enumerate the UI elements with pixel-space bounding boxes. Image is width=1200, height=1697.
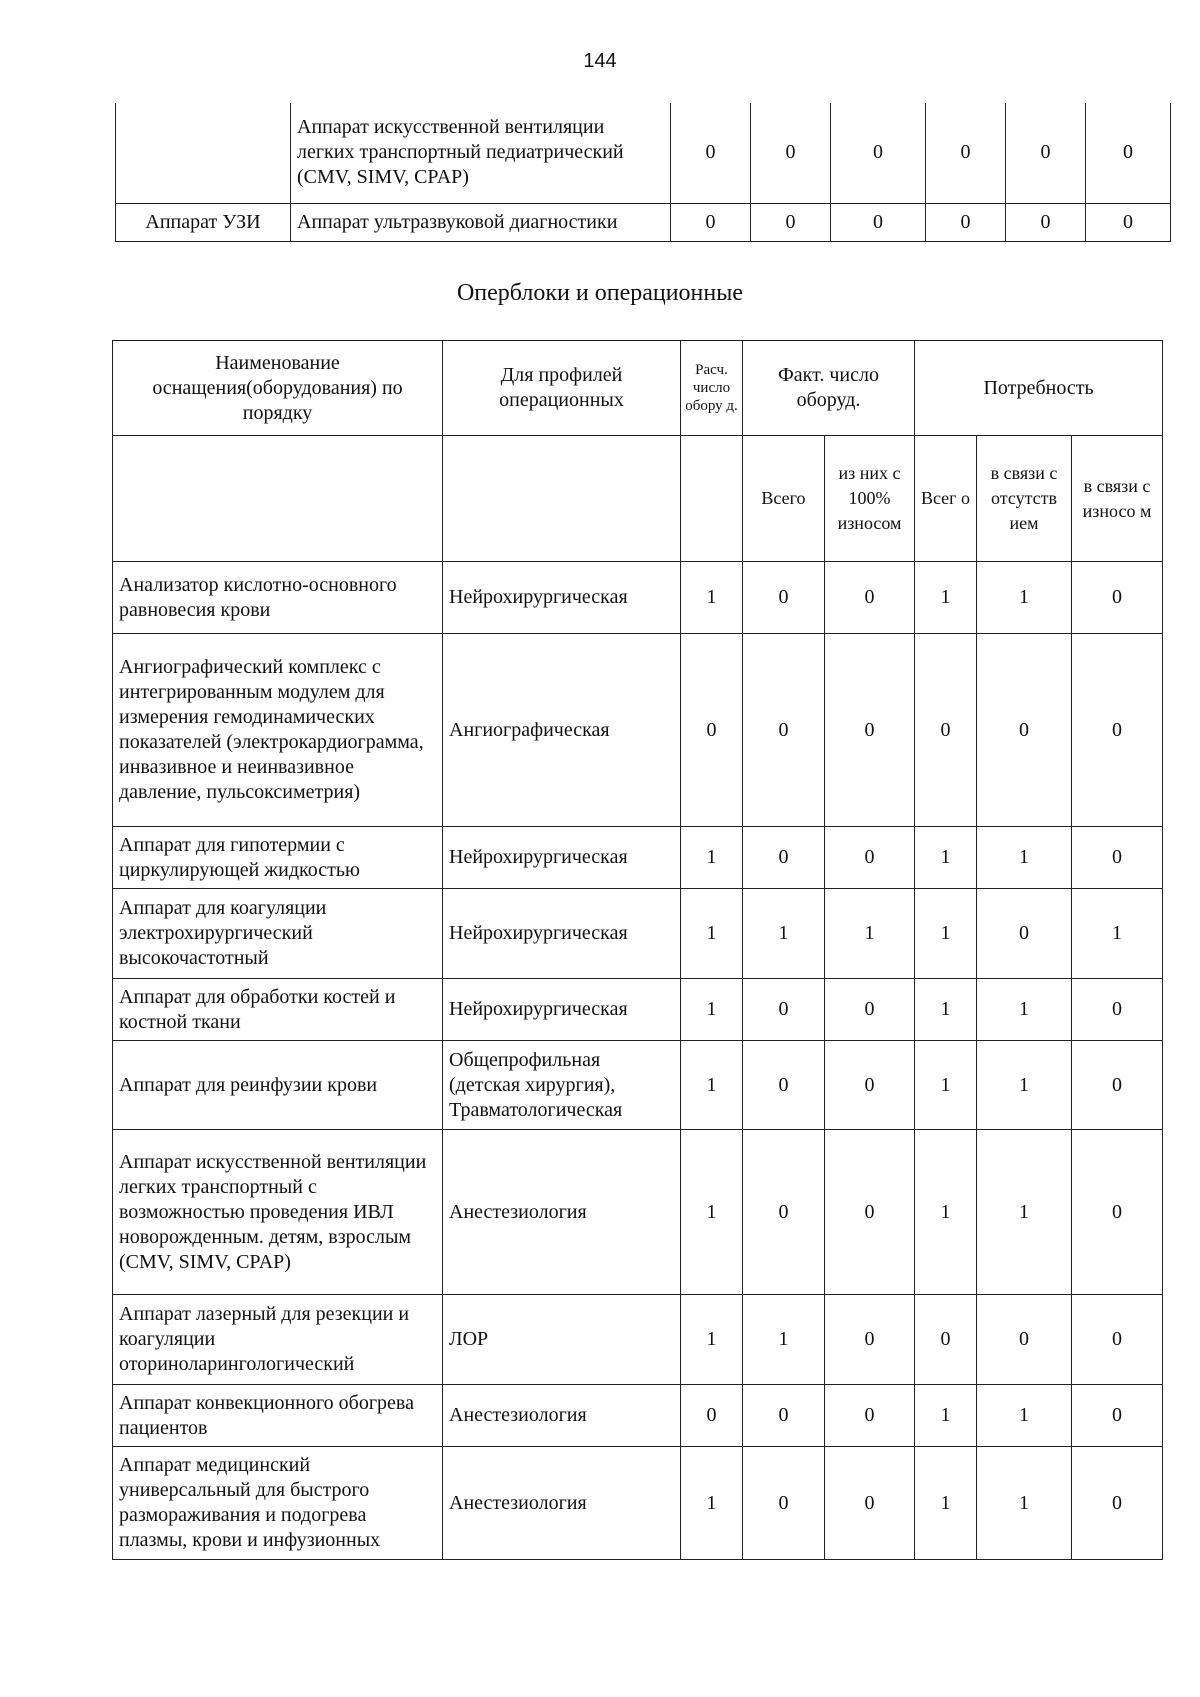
profile-cell: Нейрохирургическая <box>443 889 681 979</box>
value-cell: 0 <box>751 103 831 203</box>
value-cell: 0 <box>1072 1130 1163 1295</box>
profile-cell: Анестезиология <box>443 1447 681 1560</box>
value-cell: 0 <box>831 103 926 203</box>
value-cell: 0 <box>825 1385 915 1447</box>
empty-cell <box>113 436 443 562</box>
value-cell: 0 <box>1006 103 1086 203</box>
header-row <box>113 341 1163 436</box>
value-cell: 0 <box>977 889 1072 979</box>
value-cell: 1 <box>977 1041 1072 1130</box>
value-cell: 0 <box>825 634 915 827</box>
value-cell: 1 <box>681 562 743 634</box>
value-cell: 0 <box>1072 1385 1163 1447</box>
value-cell: 0 <box>743 634 825 827</box>
profile-cell: Нейрохирургическая <box>443 979 681 1041</box>
empty-cell <box>443 436 681 562</box>
value-cell: 0 <box>825 1447 915 1560</box>
category-cell: Аппарат УЗИ <box>116 203 291 241</box>
profile-cell: Общепрофильная (детская хирургия), Травматологическая <box>443 1041 681 1130</box>
profile-cell: Анестезиология <box>443 1130 681 1295</box>
value-cell: 0 <box>743 1041 825 1130</box>
equipment-name-cell: Аппарат для коагуляции электрохирургический высокочастотный <box>113 889 443 979</box>
value-cell: 0 <box>825 562 915 634</box>
table-row <box>116 103 1171 203</box>
header-need: Потребность <box>915 341 1163 436</box>
equipment-name-cell: Аппарат лазерный для резекции и коагуляции оториноларингологический <box>113 1295 443 1385</box>
equipment-name-cell: Аппарат для реинфузии крови <box>113 1041 443 1130</box>
value-cell: 0 <box>915 1295 977 1385</box>
profile-cell: Нейрохирургическая <box>443 827 681 889</box>
profile-cell: Ангиографическая <box>443 634 681 827</box>
table-row <box>113 889 1163 979</box>
empty-cell <box>681 436 743 562</box>
header-profile: Для профилей операционных <box>443 341 681 436</box>
value-cell: 0 <box>743 1385 825 1447</box>
value-cell: 0 <box>926 103 1006 203</box>
value-cell: 1 <box>977 827 1072 889</box>
header-need-total: Всег о <box>915 436 977 562</box>
value-cell: 0 <box>681 634 743 827</box>
value-cell: 1 <box>743 1295 825 1385</box>
value-cell: 1 <box>915 562 977 634</box>
value-cell: 0 <box>977 1295 1072 1385</box>
value-cell: 0 <box>825 979 915 1041</box>
value-cell: 0 <box>1072 979 1163 1041</box>
value-cell: 1 <box>681 1041 743 1130</box>
value-cell: 1 <box>915 889 977 979</box>
section-title: Опербл​оки и операционные <box>456 280 744 306</box>
table-row <box>113 1295 1163 1385</box>
value-cell: 1 <box>977 979 1072 1041</box>
value-cell: 0 <box>825 1041 915 1130</box>
value-cell: 1 <box>915 979 977 1041</box>
table-row <box>113 979 1163 1041</box>
value-cell: 0 <box>1086 203 1171 241</box>
table-row <box>116 203 1171 241</box>
header-need-absence: в связи с отсутств ием <box>977 436 1072 562</box>
value-cell: 0 <box>751 203 831 241</box>
profile-cell: Анестезиология <box>443 1385 681 1447</box>
value-cell: 1 <box>681 1295 743 1385</box>
equipment-name-cell: Ангиографический комплекс с интегрированным модулем для измерения гемодинамических показателей (электрокардиограмма, инвазивное и неинвазивное давление, пульсоксиметрия) <box>113 634 443 827</box>
table-row <box>113 562 1163 634</box>
top-continuation-table <box>115 103 1171 242</box>
value-cell: 0 <box>671 103 751 203</box>
value-cell: 0 <box>825 1130 915 1295</box>
equipment-name-cell: Аппарат для гипотермии с циркулирующей жидкостью <box>113 827 443 889</box>
value-cell: 0 <box>1006 203 1086 241</box>
value-cell: 0 <box>1072 1447 1163 1560</box>
value-cell: 1 <box>977 1447 1072 1560</box>
subheader-row <box>113 436 1163 562</box>
value-cell: 0 <box>825 827 915 889</box>
table-row <box>113 1041 1163 1130</box>
value-cell: 0 <box>681 1385 743 1447</box>
value-cell: 1 <box>681 1447 743 1560</box>
table-row <box>113 634 1163 827</box>
value-cell: 0 <box>743 827 825 889</box>
value-cell: 0 <box>743 562 825 634</box>
value-cell: 1 <box>915 1130 977 1295</box>
header-fact-worn: из них с 100% износом <box>825 436 915 562</box>
value-cell: 0 <box>926 203 1006 241</box>
equipment-name-cell: Аппарат искусственной вентиляции легких транспортный с возможностью проведения ИВЛ новорожденным. детям, взрослым (CMV, SIMV, CPAP) <box>113 1130 443 1295</box>
header-fact-total: Всего <box>743 436 825 562</box>
value-cell: 1 <box>977 562 1072 634</box>
value-cell: 0 <box>825 1295 915 1385</box>
header-name: Наименование оснащения(оборудования) по порядку <box>113 341 443 436</box>
header-calc: Расч. число обору д. <box>681 341 743 436</box>
value-cell: 0 <box>1072 827 1163 889</box>
value-cell: 0 <box>1072 634 1163 827</box>
value-cell: 1 <box>681 827 743 889</box>
equipment-name-cell: Аппарат искусственной вентиляции легких транспортный педиатрический (CMV, SIMV, CPAP) <box>291 103 671 203</box>
table-row <box>113 1130 1163 1295</box>
value-cell: 0 <box>915 634 977 827</box>
value-cell: 0 <box>743 1130 825 1295</box>
equipment-name-cell: Аппарат конвекционного обогрева пациентов <box>113 1385 443 1447</box>
value-cell: 0 <box>1072 1041 1163 1130</box>
value-cell: 0 <box>671 203 751 241</box>
value-cell: 1 <box>915 827 977 889</box>
value-cell: 1 <box>977 1385 1072 1447</box>
value-cell: 0 <box>1072 562 1163 634</box>
value-cell: 0 <box>831 203 926 241</box>
value-cell: 1 <box>743 889 825 979</box>
value-cell: 1 <box>915 1385 977 1447</box>
header-need-wear: в связи с износо м <box>1072 436 1163 562</box>
equipment-name-cell: Аппарат для обработки костей и костной ткани <box>113 979 443 1041</box>
header-fact: Факт. число оборуд. <box>743 341 915 436</box>
table-row <box>113 1447 1163 1560</box>
profile-cell: Нейрохирургическая <box>443 562 681 634</box>
value-cell: 1 <box>915 1447 977 1560</box>
table-row <box>113 827 1163 889</box>
value-cell: 0 <box>743 979 825 1041</box>
value-cell: 1 <box>681 889 743 979</box>
equipment-name-cell: Аппарат ультразвуковой диагностики <box>291 203 671 241</box>
equipment-name-cell: Анализатор кислотно-основного равновесия крови <box>113 562 443 634</box>
equipment-name-cell: Аппарат медицинский универсальный для быстрого размораживания и подогрева плазмы, крови и инфузионных <box>113 1447 443 1560</box>
page-number: 144 <box>583 50 617 72</box>
value-cell: 1 <box>681 1130 743 1295</box>
value-cell: 1 <box>915 1041 977 1130</box>
value-cell: 0 <box>1086 103 1171 203</box>
value-cell: 1 <box>1072 889 1163 979</box>
value-cell: 1 <box>825 889 915 979</box>
value-cell: 0 <box>743 1447 825 1560</box>
value-cell: 0 <box>977 634 1072 827</box>
equipment-table <box>112 340 1163 1560</box>
value-cell: 0 <box>1072 1295 1163 1385</box>
table-row <box>113 1385 1163 1447</box>
category-cell <box>116 103 291 203</box>
value-cell: 1 <box>681 979 743 1041</box>
value-cell: 1 <box>977 1130 1072 1295</box>
profile-cell: ЛОР <box>443 1295 681 1385</box>
